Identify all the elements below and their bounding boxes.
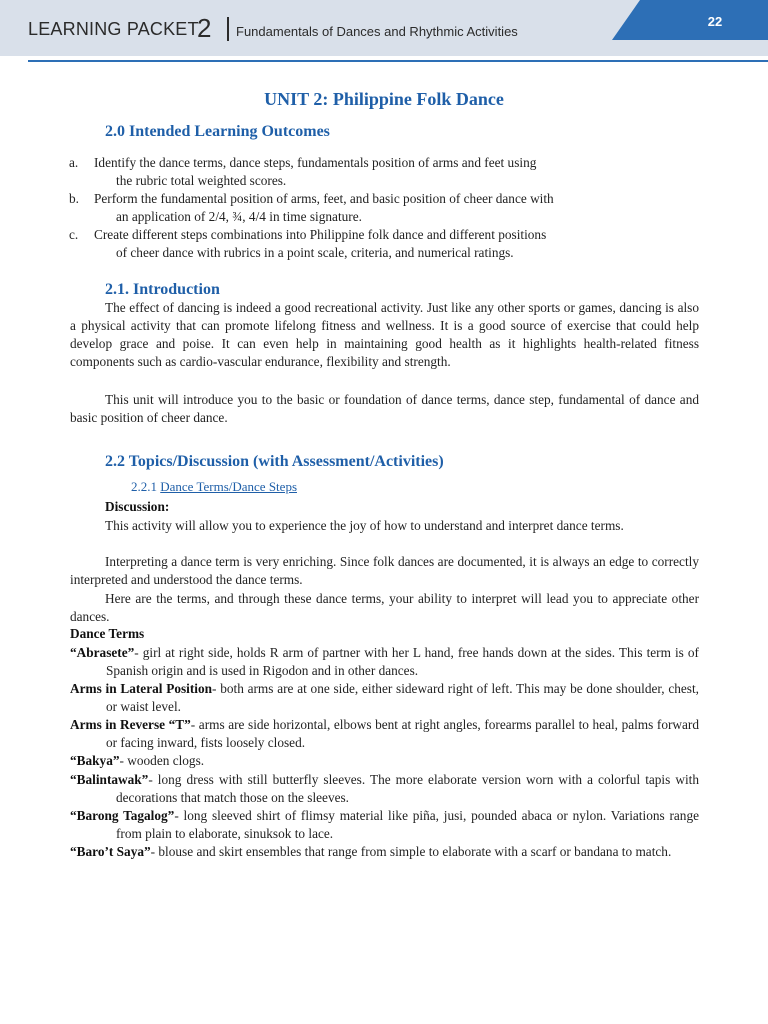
term-entry: [70, 752, 699, 770]
outcome-line: Create different steps combinations into Philippine folk dance and different positions: [94, 227, 547, 242]
packet-title: LEARNING PACKET: [28, 19, 199, 39]
packet-subtitle: Fundamentals of Dances and Rhythmic Activities: [236, 24, 518, 39]
term-name: Arms in Lateral Position: [70, 681, 213, 696]
term-name: “Bakya”: [70, 753, 120, 768]
intro-paragraph: The effect of dancing is indeed a good recreational activity. Just like any other sports or games, dancing is also a physical activity that can promote lifelong fitness and wellness. It is a good source of exercise that could help develop grace and poise. It can even help in maintaining good health as it highlights health-related fitness components such as cardio-vascular endurance, flexibility and strength.: [70, 300, 699, 369]
outcomes-heading: 2.0 Intended Learning Outcomes: [105, 123, 330, 140]
term-definition: - girl at right side, holds R arm of partner with her L hand, free hands down at the sides. This term is of Spanish origin and is used in Rigodon and in other dances.: [106, 645, 699, 678]
term-entry: [70, 716, 699, 752]
outcome-line: of cheer dance with rubrics in a point scale, criteria, and numerical ratings.: [116, 245, 514, 260]
term-definition: - long dress with still butterfly sleeves. The more elaborate version worn with a colorful tapis with decorations that match those on the sleeves.: [116, 772, 699, 805]
discussion-paragraph: This activity will allow you to experience the joy of how to understand and interpret dance terms.: [105, 518, 624, 533]
header-rule: [28, 60, 768, 62]
discussion-paragraph: Here are the terms, and through these dance terms, your ability to interpret will lead you to appreciate other dances.: [70, 591, 699, 624]
term-entry: [70, 843, 699, 861]
header-divider: [227, 17, 229, 41]
outcome-item: [69, 190, 699, 226]
term-name: “Abrasete”: [70, 645, 135, 660]
packet-number: 2: [197, 13, 212, 43]
outcome-item: [69, 154, 699, 190]
outcome-letter: b.: [69, 191, 79, 206]
term-definition: - blouse and skirt ensembles that range from simple to elaborate with a scarf or bandana to match.: [150, 844, 672, 859]
term-definition: - wooden clogs.: [119, 753, 205, 768]
term-entry: [70, 807, 699, 843]
unit-title: UNIT 2: Philippine Folk Dance: [264, 89, 504, 109]
page-number: 22: [707, 14, 723, 29]
term-definition: - arms are side horizontal, elbows bent at right angles, forearms parallel to heal, palms forward or facing inward, fists loosely closed.: [106, 717, 699, 750]
introduction-heading: 2.1. Introduction: [105, 281, 220, 298]
term-definition: - both arms are at one side, either sideward right of left. This may be done shoulder, chest, or waist level.: [106, 681, 699, 714]
term-name: “Baro’t Saya”: [70, 844, 151, 859]
term-name: “Barong Tagalog”: [70, 808, 175, 823]
intro-paragraph: This unit will introduce you to the basic or foundation of dance terms, dance step, fundamental of dance and basic position of cheer dance.: [70, 392, 699, 425]
term-entry: [70, 680, 699, 716]
outcome-line: Perform the fundamental position of arms, feet, and basic position of cheer dance with: [94, 191, 554, 206]
outcome-letter: a.: [69, 155, 79, 170]
term-definition: - long sleeved shirt of flimsy material like piña, jusi, pounded abaca or nylon. Variations range from plain to elaborate, sinuksok to lace.: [116, 808, 699, 841]
outcome-item: [69, 226, 699, 262]
dance-terms-label: Dance Terms: [70, 626, 145, 641]
term-name: Arms in Reverse “T”: [70, 717, 191, 732]
term-entry: [70, 771, 699, 807]
subtopic-heading: [131, 479, 297, 495]
outcome-letter: c.: [69, 227, 79, 242]
discussion-label: Discussion:: [105, 499, 170, 514]
discussion-paragraph: Interpreting a dance term is very enriching. Since folk dances are documented, it is always an edge to correctly interpreted and understood the dance terms.: [70, 554, 699, 587]
term-entry: [70, 644, 699, 680]
term-name: “Balintawak”: [70, 772, 149, 787]
outcome-line: Identify the dance terms, dance steps, fundamentals position of arms and feet using: [94, 155, 537, 170]
subtopic-number: 2.2.1: [131, 479, 157, 494]
outcome-line: the rubric total weighted scores.: [116, 173, 287, 188]
topics-heading: 2.2 Topics/Discussion (with Assessment/Activities): [105, 453, 444, 470]
dance-terms-link[interactable]: Dance Terms/Dance Steps: [160, 479, 297, 494]
outcome-line: an application of 2/4, ¾, 4/4 in time signature.: [116, 209, 362, 224]
